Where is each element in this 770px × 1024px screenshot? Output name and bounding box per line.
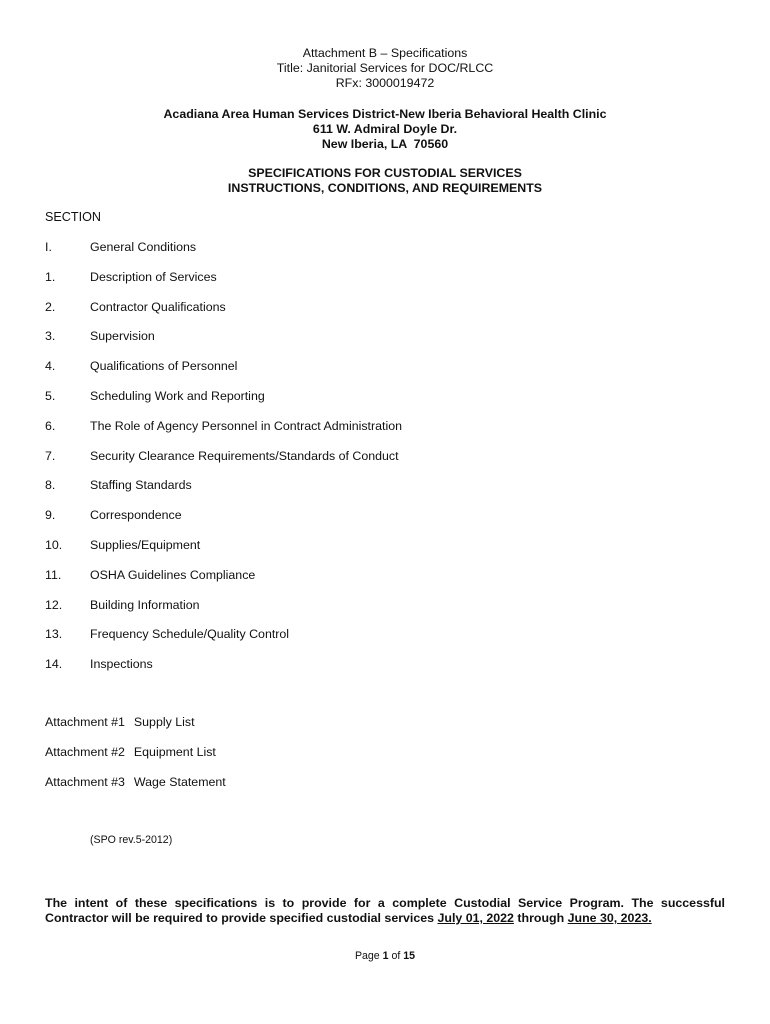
section-number: 7. [45, 448, 56, 463]
section-row [45, 389, 725, 419]
section-row [45, 449, 725, 479]
section-number: 5. [45, 388, 56, 403]
section-number: 6. [45, 418, 56, 433]
section-row [45, 598, 725, 628]
intent-through: through [513, 911, 568, 925]
section-number: I. [45, 240, 52, 254]
attachment-row [45, 775, 226, 805]
section-number: 8. [45, 478, 56, 493]
section-number: 1. [45, 269, 56, 284]
section-row [45, 657, 725, 687]
contract-end-date: June 30, 2023. [567, 911, 652, 925]
section-number: 14. [45, 657, 63, 672]
attachment-row [45, 715, 226, 745]
section-title: The Role of Agency Personnel in Contract Administration [90, 418, 402, 433]
section-number: 2. [45, 299, 56, 314]
attachment-label: Attachment #1 [45, 715, 125, 729]
section-title: Frequency Schedule/Quality Control [90, 627, 290, 642]
section-number: 13. [45, 627, 63, 642]
facility-name: Acadiana Area Human Services District-New Iberia Behavioral Health Clinic [163, 107, 607, 121]
section-title: Supervision [90, 329, 155, 344]
section-title: Staffing Standards [90, 478, 192, 493]
page-of: of [388, 950, 404, 962]
attachment-row [45, 745, 226, 775]
section-row [45, 627, 725, 657]
section-title: OSHA Guidelines Compliance [90, 567, 256, 582]
section-list [45, 240, 725, 687]
page-footer [0, 950, 770, 963]
section-title: Security Clearance Requirements/Standards of Conduct [90, 448, 399, 463]
section-title: Correspondence [90, 508, 182, 523]
intent-line-2-prefix: Contractor will be required to provide specified custodial services [45, 911, 438, 925]
attachment-label: Attachment #3 [45, 775, 125, 789]
facility-address-street: 611 W. Admiral Doyle Dr. [312, 122, 458, 136]
section-row [45, 300, 725, 330]
section-number: 4. [45, 359, 56, 374]
revision-note: (SPO rev.5-2012) [90, 834, 173, 846]
intent-line-1: The intent of these specifications is to provide for a complete Custodial Service Program. The successful [45, 896, 725, 910]
page-total: 15 [403, 950, 416, 962]
section-row [45, 359, 725, 389]
section-title: Supplies/Equipment [90, 537, 201, 552]
header-attachment-line: Attachment B – Specifications [302, 46, 468, 60]
section-number: 11. [45, 567, 62, 582]
section-number: 3. [45, 329, 56, 344]
section-row [45, 568, 725, 598]
section-title: Scheduling Work and Reporting [90, 388, 265, 403]
attachment-title: Supply List [133, 715, 195, 729]
header-rfx-line: RFx: 3000019472 [335, 76, 435, 90]
section-row [45, 538, 725, 568]
spec-title-line1: SPECIFICATIONS FOR CUSTODIAL SERVICES [248, 166, 522, 180]
section-number: 9. [45, 508, 56, 523]
section-heading: SECTION [45, 210, 101, 224]
document-header [0, 46, 770, 91]
section-title: Building Information [90, 597, 200, 612]
spec-title-block [0, 166, 770, 196]
header-title-line: Title: Janitorial Services for DOC/RLCC [276, 61, 494, 75]
attachment-title: Equipment List [133, 745, 216, 759]
spec-title-line2: INSTRUCTIONS, CONDITIONS, AND REQUIREMENTS [227, 181, 543, 195]
attachment-title: Wage Statement [133, 775, 226, 789]
intent-line-2 [45, 911, 725, 926]
section-number: 10. [45, 537, 63, 552]
section-row [45, 240, 725, 270]
facility-address-city: New Iberia, LA 70560 [321, 137, 449, 151]
section-title: Description of Services [90, 269, 217, 284]
facility-block [0, 107, 770, 152]
attachment-list [45, 715, 226, 805]
section-title: Contractor Qualifications [90, 299, 226, 314]
section-row [45, 478, 725, 508]
section-row [45, 508, 725, 538]
section-row [45, 419, 725, 449]
section-title: Qualifications of Personnel [90, 359, 238, 374]
page-prefix: Page [354, 950, 383, 962]
contract-start-date: July 01, 2022 [437, 911, 514, 925]
section-row [45, 329, 725, 359]
section-row [45, 270, 725, 300]
attachment-label: Attachment #2 [45, 745, 125, 759]
intent-paragraph [45, 896, 725, 926]
section-title: General Conditions [90, 240, 197, 254]
section-number: 12. [45, 597, 63, 612]
section-title: Inspections [90, 657, 153, 672]
page-current: 1 [382, 950, 389, 962]
